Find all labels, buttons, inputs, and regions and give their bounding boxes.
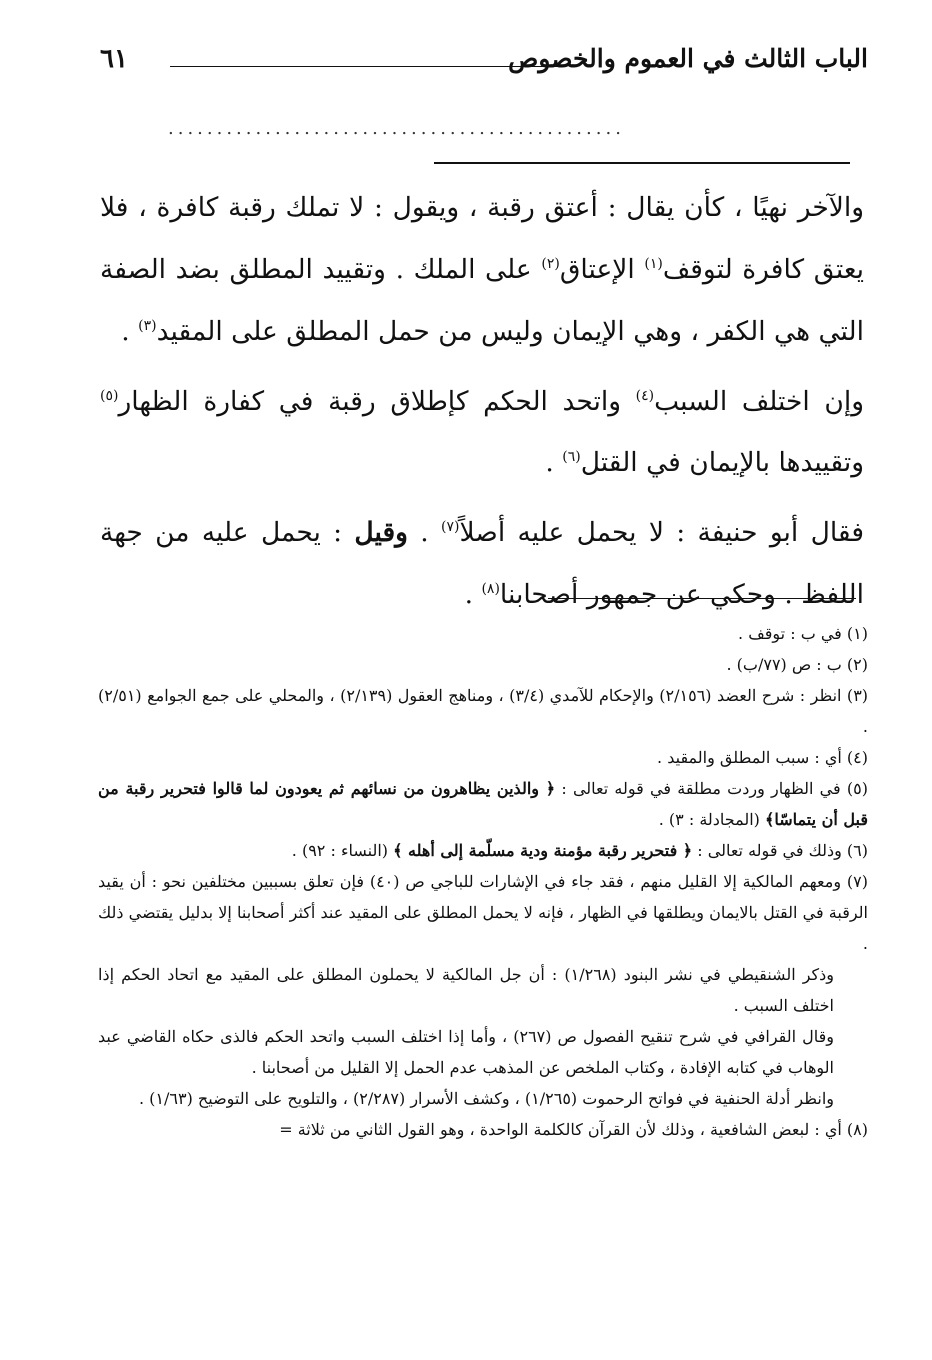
top-rule — [434, 162, 850, 164]
header-rule — [170, 66, 563, 67]
paragraph: فقال أبو حنيفة : لا يحمل عليه أصلاً$^{(٧)}$ . وقيل : يحمل عليه من جهة اللفظ . وحكي عن جمهور أصحابنا$^{(٨)}$ . — [100, 517, 864, 610]
footnote: (٥) في الظهار وردت مطلقة في قوله تعالى : ﴿ والذين يظاهرون من نسائهم ثم يعودون لما قالوا فتحرير رقبة من قبل أن يتماسّا﴾ (المجادلة : ٣) . — [98, 779, 868, 829]
footnote-ref[interactable]: (٤) — [635, 387, 655, 404]
quran-verse: ﴿ فتحرير رقبة مؤمنة ودية مسلّمة إلى أهله ﴾ — [393, 841, 693, 860]
footnote-ref[interactable]: (٣) — [138, 317, 157, 334]
footnote: (٨) أي : لبعض الشافعية ، وذلك لأن القرآن كالكلمة الواحدة ، وهو القول الثاني من ثلاثة = — [279, 1120, 868, 1139]
footnote: (١) في ب : توقف . — [738, 624, 868, 643]
footnote-continuation: وقال القرافي في شرح تنقيح الفصول ص (٢٦٧) ، وأما إذا اختلف السبب واتحد الحكم فالذى حكاه القاضي عبد الوهاب في كتابه الإفادة ، وكتاب الملخص عن المذهب عدم الحمل إلا القليل من أصحابنا . — [98, 1027, 834, 1077]
footnote: (٢) ب : ص (٧٧/ب) . — [726, 655, 868, 674]
footnote-ref[interactable]: (٥) — [100, 387, 119, 404]
footnote-continuation: وانظر أدلة الحنفية في فواتح الرحموت (١/٢٦٥) ، وكشف الأسرار (٢/٢٨٧) ، والتلويح على التوضيح (١/٦٣) . — [139, 1089, 834, 1108]
chapter-title: الباب الثالث في العموم والخصوص — [508, 44, 868, 73]
quran-verse: ﴿ والذين يظاهرون من نسائهم ثم يعودون لما قالوا فتحرير رقبة من قبل أن يتماسّا﴾ — [98, 779, 868, 829]
footnote: (٧) ومعهم المالكية إلا القليل منهم ، فقد جاء في الإشارات للباجي ص (٤٠) فإن تعلق بسببين مختلفين نحو : أن يقيد الرقبة في القتل بالايمان ويطلقها في الظهار ، فإنه لا يحمل المطلق على المقيد عند أكثر أصحابنا إلا بدليل يقتضي ذلك . — [98, 872, 868, 953]
running-header — [100, 44, 868, 84]
footnotes — [98, 618, 868, 1145]
paragraph: والآخر نهيًا ، كأن يقال : أعتق رقبة ، ويقول : لا تملك رقبة كافرة ، فلا يعتق كافرة لتوقف$^{(١)}$ الإعتاق$^{(٢)}$ على الملك . وتقييد المطلق بضد الصفة التي هي الكفر ، وهي الإيمان وليس من حمل المطلق على المقيد$^{(٣)}$ . — [100, 192, 865, 347]
footnote-ref[interactable]: (٦) — [562, 449, 581, 466]
footnote-continuation: وذكر الشنقيطي في نشر البنود (١/٢٦٨) : أن جل المالكية لا يحملون المطلق على المقيد مع اتحاد الحكم إذا اختلف السبب . — [98, 965, 834, 1015]
emphasis: وقيل — [354, 517, 408, 549]
footnote: (٤) أي : سبب المطلق والمقيد . — [657, 748, 868, 767]
footnote: (٦) وذلك في قوله تعالى : ﴿ فتحرير رقبة مؤمنة ودية مسلّمة إلى أهله ﴾ (النساء : ٩٢) . — [291, 841, 868, 860]
footnote-ref[interactable]: (٢) — [541, 256, 560, 272]
page-number: ٦١ — [100, 44, 128, 74]
footnote-ref[interactable]: (٧) — [441, 519, 460, 536]
footnote-ref[interactable]: (١) — [644, 256, 663, 272]
footnote: (٣) انظر : شرح العضد (٢/١٥٦) والإحكام للآمدي (٣/٤) ، ومناهج العقول (٢/١٣٩) ، والمحلي على جمع الجوامع (٢/٥١) . — [98, 686, 869, 736]
footnote-separator — [548, 598, 856, 599]
main-text — [100, 180, 864, 631]
separator-dots: ............................................... — [168, 118, 625, 138]
paragraph: وإن اختلف السبب$^{(٤)}$ واتحد الحكم كإطلاق رقبة في كفارة الظهار$^{(٥)}$ وتقييدها بالإيمان في القتل$^{(٦)}$ . — [100, 385, 864, 479]
footnote-ref[interactable]: (٨) — [481, 581, 500, 598]
